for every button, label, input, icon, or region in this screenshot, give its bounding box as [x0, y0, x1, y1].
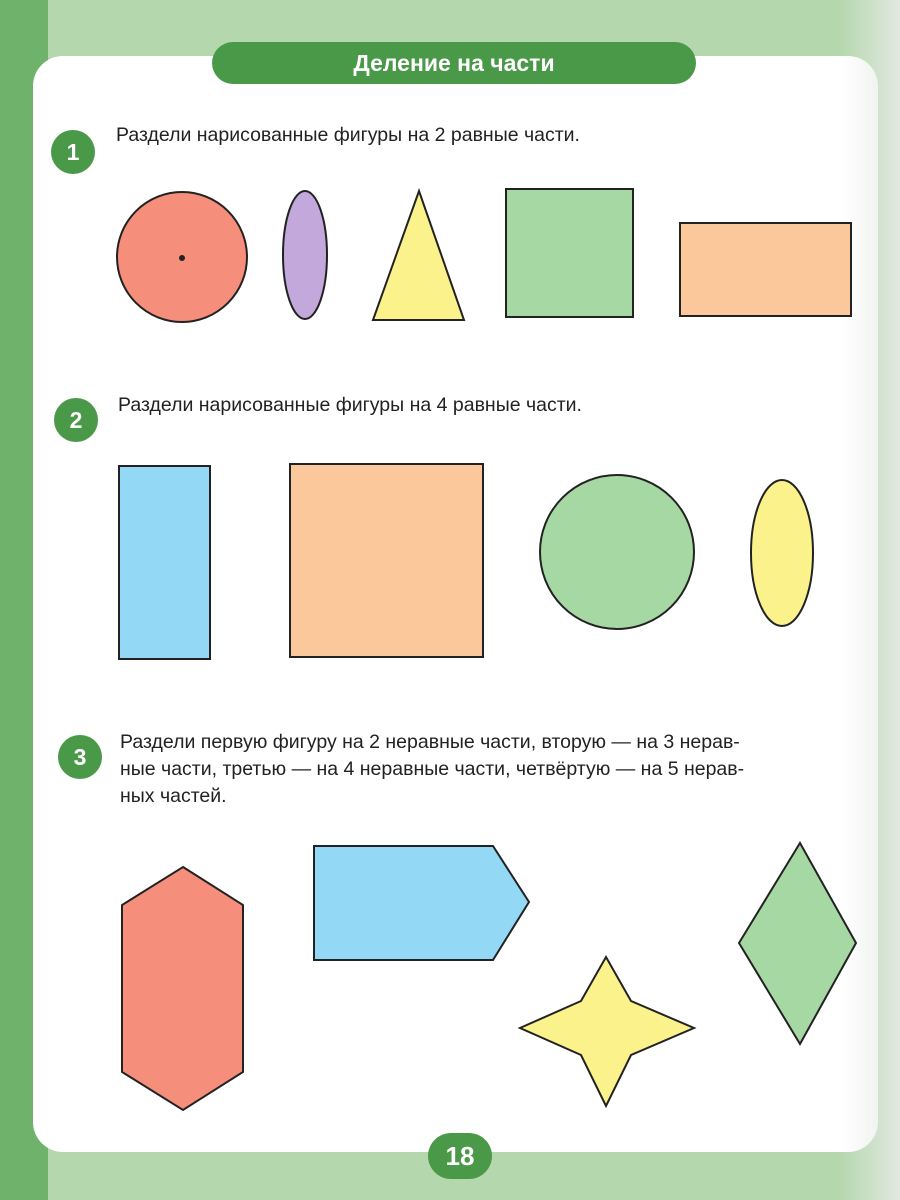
- task-3-text-line-2: ные части, третью — на 4 неравные части, четвёртую — на 5 нерав-: [120, 758, 745, 780]
- task-1-number: 1: [51, 130, 95, 174]
- page-number: 18: [428, 1133, 492, 1179]
- ellipse-shape-2[interactable]: [751, 480, 813, 626]
- task-3-text-line-1: Раздели первую фигуру на 2 неравные части, вторую — на 3 нерав-: [120, 731, 740, 753]
- task-2-text: Раздели нарисованные фигуры на 4 равные части.: [118, 394, 582, 416]
- page-title: Деление на части: [212, 42, 696, 84]
- large-square-shape[interactable]: [290, 464, 483, 657]
- tall-rectangle-shape[interactable]: [119, 466, 210, 659]
- hexagon-shape[interactable]: [122, 867, 243, 1110]
- circle-center-dot: [179, 255, 185, 261]
- square-shape[interactable]: [506, 189, 633, 317]
- task-3-number: 3: [58, 735, 102, 779]
- rectangle-shape[interactable]: [680, 223, 851, 316]
- arrow-pentagon-shape[interactable]: [314, 846, 529, 960]
- ellipse-shape[interactable]: [283, 191, 327, 319]
- task-1-text: Раздели нарисованные фигуры на 2 равные части.: [116, 124, 580, 146]
- four-point-star-shape[interactable]: [520, 957, 694, 1106]
- task-2-number: 2: [54, 398, 98, 442]
- circle-shape-2[interactable]: [540, 475, 694, 629]
- task-3-text-line-3: ных частей.: [120, 785, 227, 807]
- triangle-shape[interactable]: [373, 191, 464, 320]
- rhombus-shape[interactable]: [739, 843, 856, 1044]
